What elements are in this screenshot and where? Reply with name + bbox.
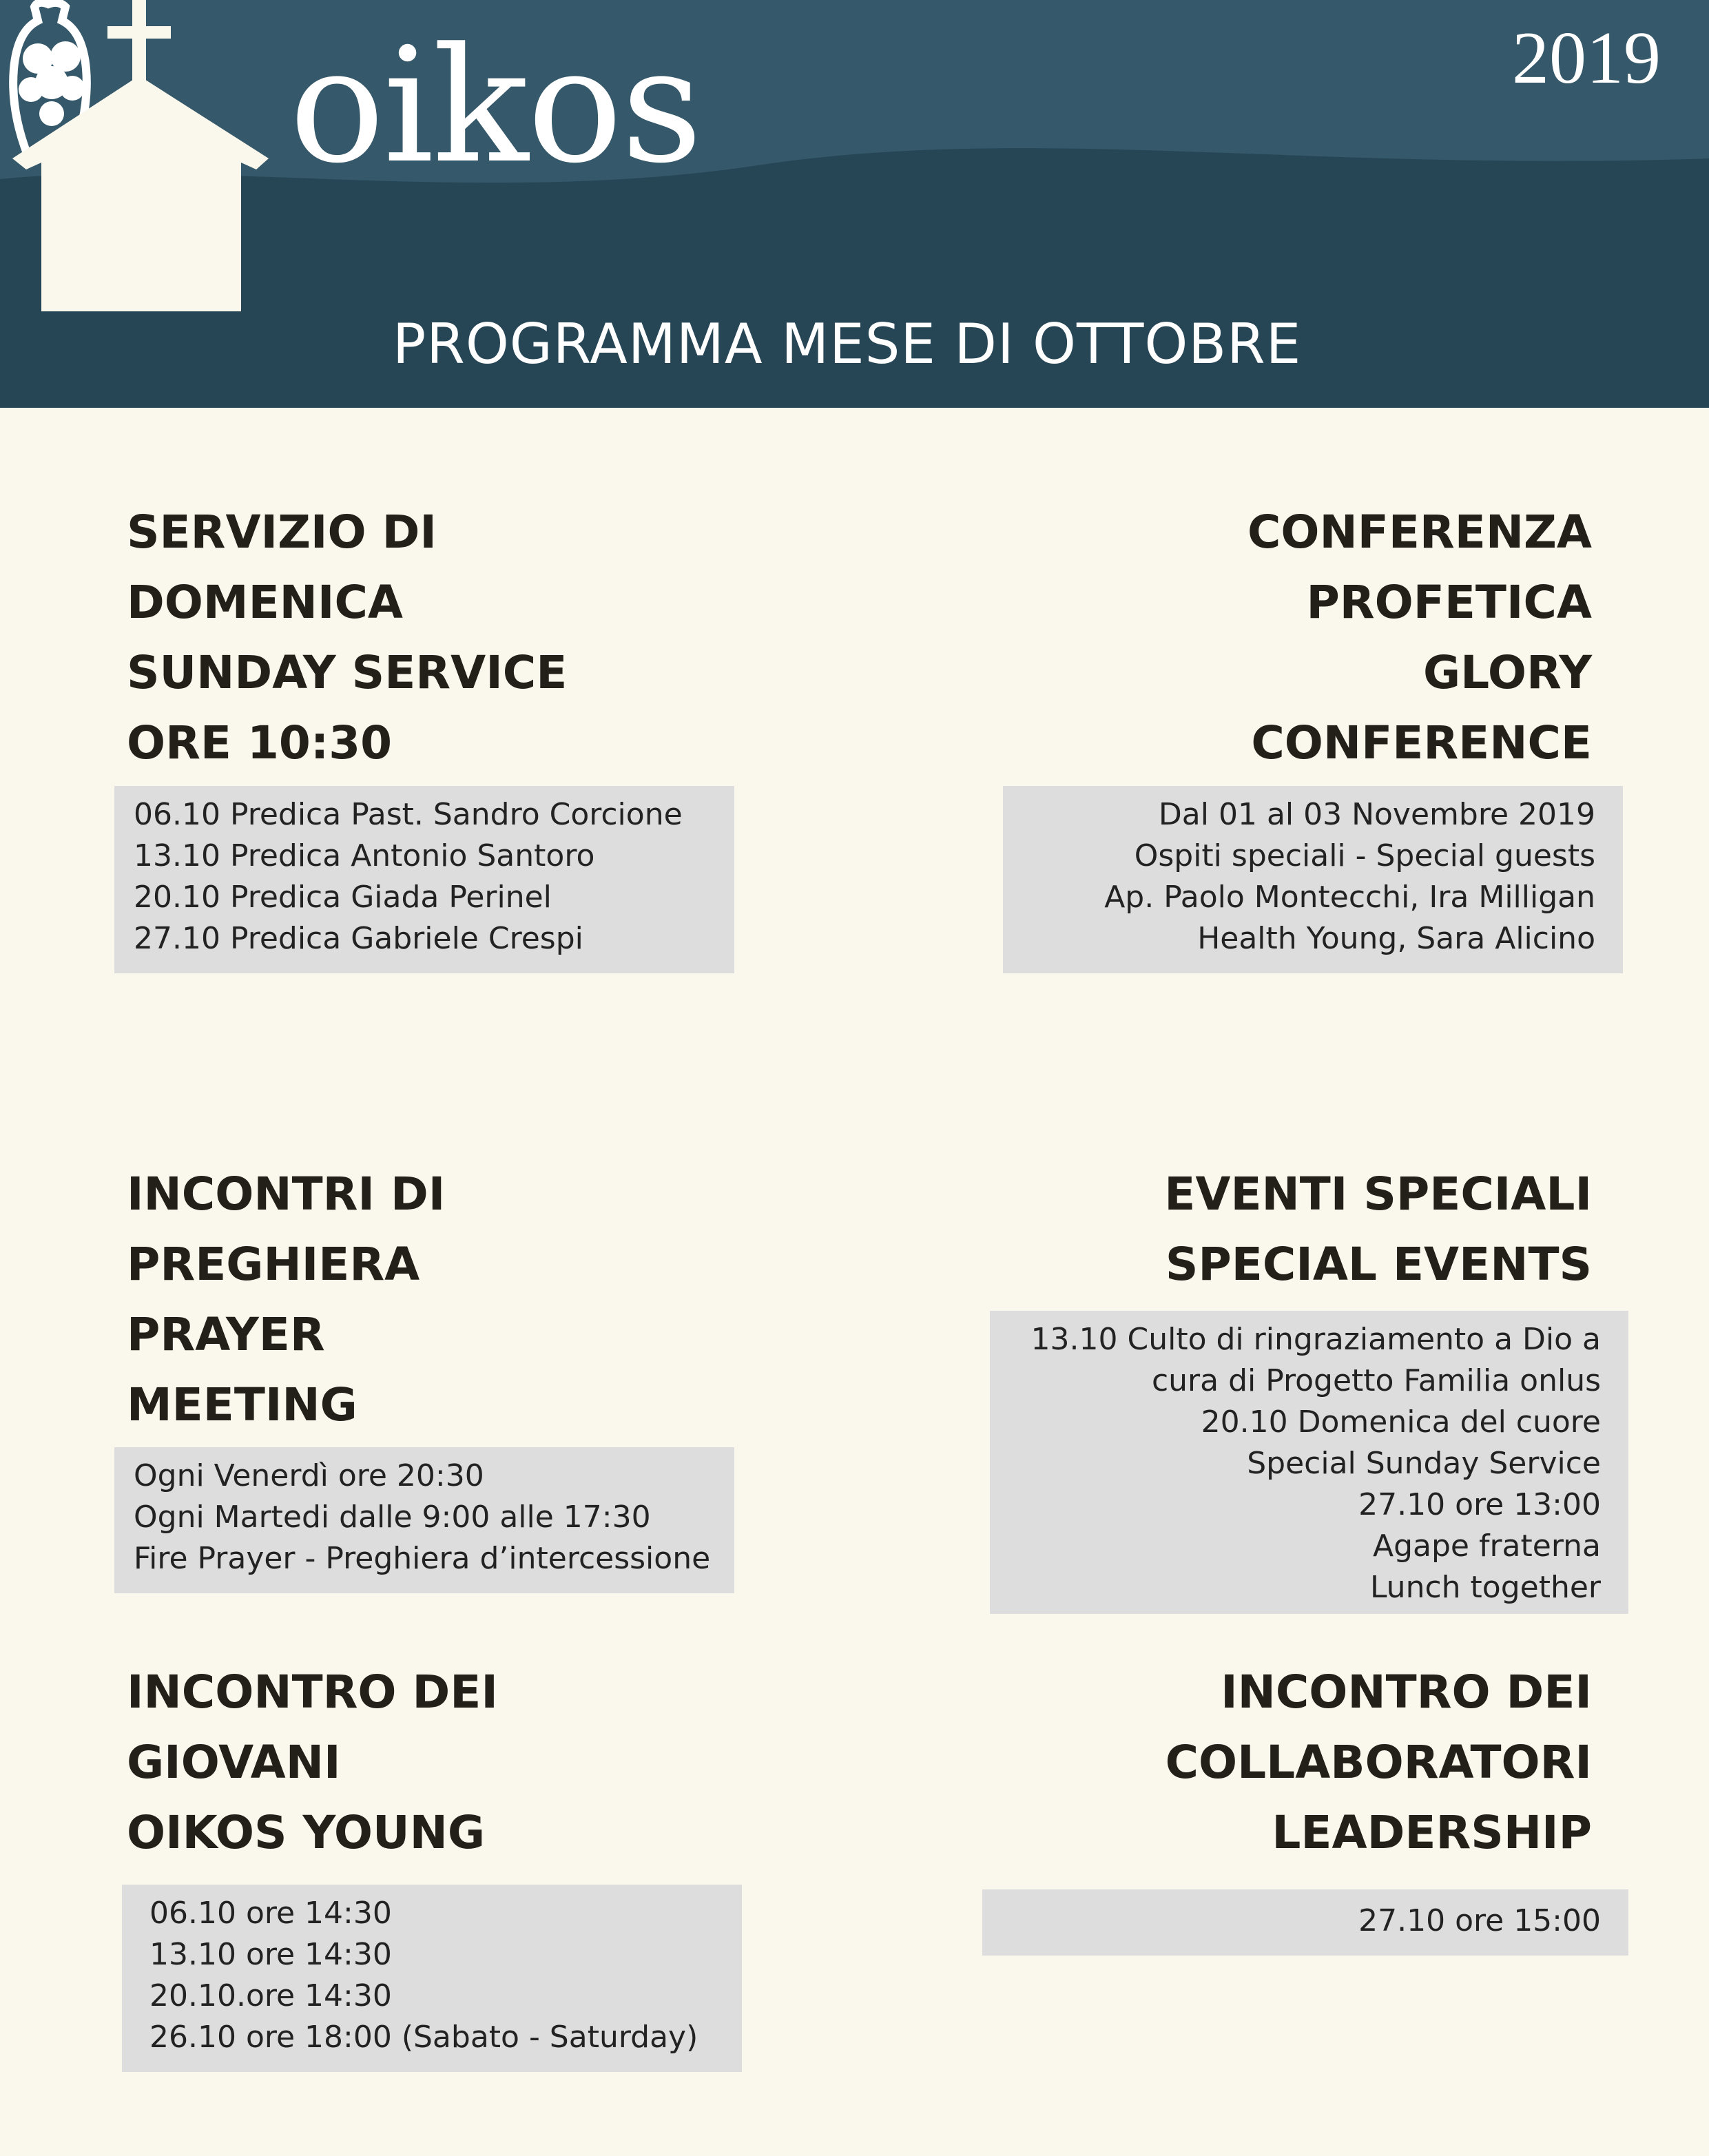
list-item: Ogni Venerdì ore 20:30 bbox=[134, 1458, 484, 1493]
heading-line: MEETING bbox=[127, 1378, 358, 1431]
list-item: Special Sunday Service bbox=[1247, 1446, 1601, 1481]
list-item: Fire Prayer - Preghiera d’intercessione bbox=[134, 1541, 711, 1576]
list-item: Dal 01 al 03 Novembre 2019 bbox=[1158, 797, 1595, 832]
sunday-service-heading bbox=[127, 497, 567, 778]
heading-line: ORE 10:30 bbox=[127, 716, 393, 769]
heading-line: GLORY bbox=[1423, 646, 1592, 699]
list-item: 13.10 Culto di ringraziamento a Dio a bbox=[1030, 1322, 1601, 1357]
youth-box bbox=[122, 1885, 742, 2072]
list-item: 06.10 Predica Past. Sandro Corcione bbox=[134, 797, 683, 832]
leadership-heading bbox=[1166, 1657, 1592, 1868]
list-item: 20.10 Predica Giada Perinel bbox=[134, 880, 552, 915]
heading-line: SPECIAL EVENTS bbox=[1165, 1238, 1592, 1291]
heading-line: PREGHIERA bbox=[127, 1238, 420, 1291]
list-item: Ogni Martedi dalle 9:00 alle 17:30 bbox=[134, 1500, 651, 1535]
conference-heading bbox=[1247, 497, 1592, 778]
special-events-box bbox=[990, 1311, 1628, 1614]
heading-line: CONFERENZA bbox=[1247, 506, 1592, 559]
list-item: 26.10 ore 18:00 (Sabato - Saturday) bbox=[149, 2020, 698, 2055]
brand-logo-text: oikos bbox=[289, 14, 701, 198]
heading-line: INCONTRO DEI bbox=[127, 1666, 498, 1719]
heading-line: INCONTRI DI bbox=[127, 1168, 446, 1221]
heading-line: SUNDAY SERVICE bbox=[127, 646, 568, 699]
list-item: 13.10 Predica Antonio Santoro bbox=[134, 838, 595, 873]
list-item: Health Young, Sara Alicino bbox=[1197, 921, 1595, 956]
heading-line: COLLABORATORI bbox=[1165, 1736, 1592, 1789]
heading-line: GIOVANI bbox=[127, 1736, 341, 1789]
heading-line: LEADERSHIP bbox=[1272, 1806, 1592, 1859]
list-item: 27.10 ore 13:00 bbox=[1358, 1487, 1601, 1522]
year-label: 2019 bbox=[1512, 17, 1661, 99]
prayer-box bbox=[114, 1447, 734, 1593]
church-icon bbox=[0, 0, 276, 317]
list-item: 20.10 Domenica del cuore bbox=[1201, 1404, 1601, 1440]
heading-line: DOMENICA bbox=[127, 576, 403, 629]
list-item: Lunch together bbox=[1369, 1570, 1601, 1605]
list-item: cura di Progetto Familia onlus bbox=[1151, 1363, 1601, 1398]
list-item: Ospiti speciali - Special guests bbox=[1134, 838, 1595, 873]
heading-line: EVENTI SPECIALI bbox=[1164, 1168, 1592, 1221]
list-item: 13.10 ore 14:30 bbox=[149, 1937, 392, 1972]
list-item: Agape fraterna bbox=[1372, 1528, 1601, 1564]
heading-line: SERVIZIO DI bbox=[127, 506, 437, 559]
special-events-heading bbox=[1164, 1159, 1592, 1300]
list-item: 27.10 Predica Gabriele Crespi bbox=[134, 921, 583, 956]
prayer-heading bbox=[127, 1159, 445, 1440]
page-title: PROGRAMMA MESE DI OTTOBRE bbox=[393, 312, 1302, 376]
youth-heading bbox=[127, 1657, 498, 1868]
heading-line: INCONTRO DEI bbox=[1221, 1666, 1592, 1719]
heading-line: PROFETICA bbox=[1306, 576, 1592, 629]
list-item: 20.10.ore 14:30 bbox=[149, 1978, 392, 2013]
heading-line: OIKOS YOUNG bbox=[127, 1806, 486, 1859]
heading-line: PRAYER bbox=[127, 1308, 325, 1361]
list-item: Ap. Paolo Montecchi, Ira Milligan bbox=[1104, 880, 1595, 915]
conference-box bbox=[1003, 786, 1623, 973]
leadership-box bbox=[982, 1889, 1628, 1956]
list-item: 27.10 ore 15:00 bbox=[1358, 1903, 1601, 1938]
sunday-service-box bbox=[114, 786, 734, 973]
heading-line: CONFERENCE bbox=[1251, 716, 1592, 769]
list-item: 06.10 ore 14:30 bbox=[149, 1896, 392, 1931]
header-banner bbox=[0, 0, 1709, 408]
